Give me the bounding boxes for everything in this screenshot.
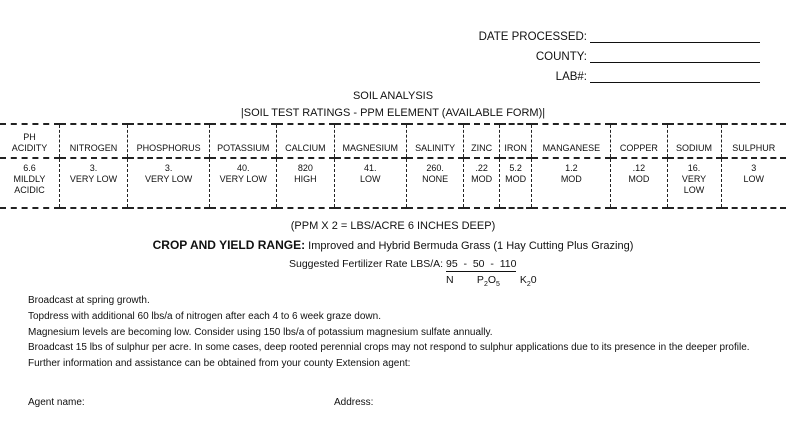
date-processed-line [590, 32, 760, 43]
lab-line [590, 72, 760, 83]
table-value-cell [277, 158, 334, 208]
table-value-text: 3 [751, 163, 757, 173]
lab-field [440, 67, 760, 83]
table-value-cell [406, 158, 463, 208]
date-processed-label: DATE PROCESSED: [478, 31, 587, 43]
table-value-text: LOW [683, 185, 705, 195]
table-value-row [0, 158, 786, 208]
table-value-cell [334, 158, 406, 208]
note-item: Further information and assistance can be obtained from your county Extension agent: [28, 358, 411, 370]
table-header-text: POTASSIUM [217, 143, 270, 153]
table-header-text: IRON [504, 143, 527, 153]
table-value-text: 3. [89, 163, 98, 173]
page-subtitle: |SOIL TEST RATINGS - PPM ELEMENT (AVAILABLE FORM)| [240, 107, 546, 119]
table-header-text: ACIDITY [11, 143, 48, 153]
table-value-text: 5.2 [509, 163, 522, 173]
table-header-cell [611, 124, 667, 158]
table-header-text: PH [23, 132, 36, 142]
fertilizer-rate [446, 258, 516, 272]
table-value-text: 16. [687, 163, 701, 173]
table-value-cell [210, 158, 277, 208]
table-value-text: .22 [475, 163, 488, 173]
table-value-text: 260. [426, 163, 444, 173]
table-value-cell [721, 158, 786, 208]
table-header-cell [59, 124, 127, 158]
table-header-text: PHOSPHORUS [136, 143, 201, 153]
table-header-cell [277, 124, 334, 158]
table-header-text: MANGANESE [542, 143, 601, 153]
table-value-text: MILDLY [13, 174, 46, 184]
table-value-text: VERY LOW [145, 174, 193, 184]
table-value-text: ACIDIC [14, 185, 45, 195]
table-value-text: .12 [632, 163, 646, 173]
soil-test-table [0, 123, 786, 209]
table-header-text: COPPER [619, 143, 658, 153]
table-header-cell [532, 124, 611, 158]
table-header-row [0, 124, 786, 158]
nutrient-n: N [446, 274, 454, 286]
table-header-text: ZINC [471, 143, 493, 153]
table-value-text: VERY [681, 174, 707, 184]
table-value-text: 40. [236, 163, 250, 173]
fertilizer-nutrient-labels [446, 274, 537, 288]
recommendation-notes [28, 295, 768, 374]
crop-value: Improved and Hybrid Bermuda Grass (1 Hay Cutting Plus Grazing) [308, 240, 634, 252]
table-value-cell [128, 158, 210, 208]
table-value-text: MOD [628, 174, 650, 184]
table-header-cell [667, 124, 721, 158]
note-item: Magnesium levels are becoming low. Consider using 150 lbs/a of potassium magnesium sulfate annually. [28, 326, 493, 338]
table-value-text: 41. [364, 163, 377, 173]
table-header-cell [0, 124, 59, 158]
nutrient-p2o5: $P_2O_5$ [476, 274, 500, 289]
table-value-cell [499, 158, 531, 208]
table-value-cell [611, 158, 667, 208]
table-header-cell [210, 124, 277, 158]
table-value-text: LOW [360, 174, 381, 184]
table-value-cell [464, 158, 500, 208]
table-header-cell [464, 124, 500, 158]
page-title: SOIL ANALYSIS [352, 90, 434, 102]
date-processed-field [440, 27, 760, 43]
note-item: Broadcast at spring growth. [28, 295, 150, 306]
table-value-text: MOD [505, 174, 527, 184]
table-value-cell [0, 158, 59, 208]
table-value-text: MOD [471, 174, 493, 184]
crop-label: CROP AND YIELD RANGE: [152, 238, 306, 252]
table-value-cell [667, 158, 721, 208]
table-header-cell [721, 124, 786, 158]
county-label: COUNTY: [535, 51, 587, 63]
note-item: Broadcast 15 lbs of sulphur per acre. In some cases, deep rooted perennial crops may not respond to sulphur applications due to its presence in the deeper profile. [28, 342, 750, 354]
address-label: Address: [334, 397, 374, 408]
table-value-cell [59, 158, 127, 208]
table-value-text: NONE [422, 174, 449, 184]
agent-name-label: Agent name: [28, 397, 85, 408]
table-header-text: NITROGEN [69, 143, 118, 153]
note-item: Topdress with additional 60 lbs/a of nitrogen after each 4 to 6 week graze down. [28, 310, 381, 322]
table-value-text: VERY LOW [219, 174, 267, 184]
county-line [590, 52, 760, 63]
table-value-text: VERY LOW [69, 174, 118, 184]
table-value-text: 820 [297, 163, 313, 173]
fertilizer-label: Suggested Fertilizer Rate LBS/A: [289, 258, 444, 270]
fertilizer-rate-values: 95 - 50 - 110 [446, 258, 517, 270]
table-value-text: MOD [560, 174, 582, 184]
table-value-cell [532, 158, 611, 208]
ppm-note: (PPM X 2 = LBS/ACRE 6 INCHES DEEP) [290, 220, 496, 232]
table-header-cell [128, 124, 210, 158]
nutrient-k2o: $K_20$ [519, 274, 537, 289]
table-header-text: CALCIUM [285, 143, 326, 153]
table-value-text: HIGH [294, 174, 317, 184]
table-value-text: 6.6 [23, 163, 36, 173]
crop-yield-range [0, 238, 786, 252]
table-header-text: MAGNESIUM [342, 143, 399, 153]
table-value-text: 3. [164, 163, 173, 173]
lab-label: LAB#: [555, 71, 587, 83]
table-header-text: SODIUM [676, 143, 713, 153]
table-header-text: SULPHUR [732, 143, 776, 153]
table-value-text: LOW [743, 174, 765, 184]
county-field [440, 47, 760, 63]
table-header-text: SALINITY [415, 143, 456, 153]
table-header-cell [499, 124, 531, 158]
table-header-cell [334, 124, 406, 158]
table-header-cell [406, 124, 463, 158]
table-value-text: 1.2 [565, 163, 578, 173]
